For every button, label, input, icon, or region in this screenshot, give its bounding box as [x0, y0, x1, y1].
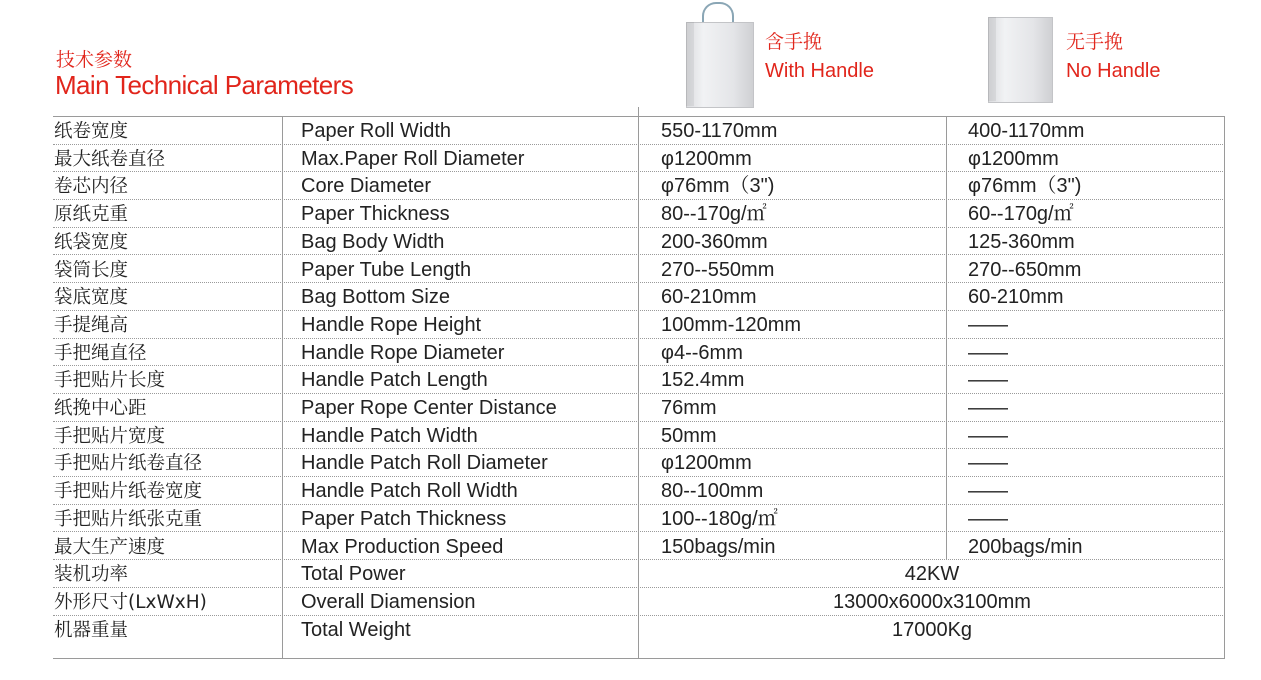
param-name-cn: 原纸克重 [54, 204, 129, 226]
param-name-en: Handle Patch Length [301, 369, 488, 392]
value-with-handle: φ4--6mm [661, 341, 743, 364]
value-no-handle: 60-210mm [968, 286, 1064, 309]
value-with-handle: φ1200mm [661, 147, 752, 170]
param-value: 42KW [904, 563, 960, 586]
table-row [53, 449, 1225, 477]
value-with-handle: 270--550mm [661, 258, 775, 281]
table-row [53, 117, 1225, 145]
value-no-handle: —— [968, 397, 1008, 419]
table-row [53, 172, 1225, 200]
table-row [53, 588, 1225, 616]
param-name-en: Total Power [301, 563, 406, 586]
with-handle-label-cn: 含手挽 [765, 31, 823, 53]
table-row [53, 505, 1225, 533]
param-name-en: Paper Thickness [301, 203, 450, 226]
table-row [53, 533, 1225, 561]
value-with-handle: 80--100mm [661, 480, 764, 503]
param-name-en: Handle Rope Diameter [301, 341, 505, 364]
param-value: 13000x6000x3100mm [833, 590, 1031, 613]
param-name-cn: 纸挽中心距 [54, 398, 147, 419]
heading-cn: 技术参数 [56, 49, 133, 71]
bag-with-handle-image [686, 2, 756, 106]
with-handle-label [765, 28, 874, 86]
value-no-handle: —— [968, 480, 1008, 503]
table-row [53, 311, 1225, 339]
param-name-en: Bag Body Width [301, 230, 445, 253]
param-name-en: Paper Roll Width [301, 120, 452, 142]
value-no-handle: —— [968, 452, 1008, 475]
param-name-en: Paper Rope Center Distance [301, 397, 557, 419]
value-no-handle: —— [968, 507, 1008, 530]
param-name-cn: 最大纸卷直径 [54, 148, 166, 170]
param-name-en: Handle Patch Roll Diameter [301, 452, 548, 475]
param-name-cn: 袋筒长度 [54, 259, 129, 281]
param-name-en: Paper Tube Length [301, 258, 472, 281]
table-row [53, 560, 1225, 588]
param-name-cn: 手把贴片纸张克重 [54, 508, 203, 530]
param-name-cn: 手提绳高 [54, 314, 129, 336]
table-row [53, 394, 1225, 422]
param-name-cn: 手把贴片纸卷直径 [54, 453, 203, 475]
param-name-en: Paper Patch Thickness [301, 507, 507, 530]
value-no-handle: —— [968, 341, 1008, 364]
value-with-handle: 550-1170mm [661, 120, 778, 142]
param-name-cn: 手把贴片纸卷宽度 [54, 481, 203, 503]
table-row [53, 422, 1225, 450]
page-title: Main Technical Parameters [55, 70, 354, 100]
with-handle-label-en: With Handle [765, 60, 874, 82]
param-value: 17000Kg [891, 618, 973, 641]
value-with-handle: 100mm-120mm [661, 313, 802, 336]
value-with-handle: φ1200mm [661, 452, 752, 475]
table-row [53, 256, 1225, 284]
param-name-cn: 外形尺寸(LxWxH) [54, 591, 207, 613]
value-with-handle: 152.4mm [661, 369, 745, 392]
table-row [53, 339, 1225, 367]
param-name-cn: 卷芯内径 [54, 176, 129, 198]
bag-no-handle-image [988, 17, 1054, 103]
param-name-cn: 机器重量 [54, 619, 129, 641]
value-no-handle: 400-1170mm [968, 120, 1085, 142]
table-bottom-rule [53, 658, 1225, 659]
value-no-handle: 270--650mm [968, 258, 1082, 281]
table-row [53, 145, 1225, 173]
no-handle-label-cn: 无手挽 [1066, 31, 1124, 53]
param-name-en: Bag Bottom Size [301, 286, 450, 309]
value-with-handle: 200-360mm [661, 230, 768, 253]
param-name-en: Total Weight [301, 618, 411, 641]
value-no-handle: 125-360mm [968, 230, 1075, 253]
param-name-cn: 装机功率 [54, 564, 129, 586]
bag-handle-icon [702, 2, 734, 24]
value-no-handle: 60--170g/㎡ [968, 203, 1074, 226]
value-no-handle: 200bags/min [968, 535, 1083, 558]
value-with-handle: 100--180g/㎡ [661, 507, 778, 530]
no-handle-label [1066, 28, 1161, 86]
table-row [53, 228, 1225, 256]
value-no-handle: φ1200mm [968, 147, 1059, 170]
param-name-cn: 手把贴片长度 [54, 370, 166, 392]
param-name-en: Handle Rope Height [301, 313, 482, 336]
table-row [53, 616, 1225, 644]
value-with-handle: φ76mm（3") [661, 175, 775, 198]
value-no-handle: —— [968, 369, 1008, 392]
param-name-en: Max Production Speed [301, 535, 504, 558]
param-name-cn: 纸卷宽度 [54, 121, 129, 142]
no-handle-label-en: No Handle [1066, 60, 1161, 82]
value-with-handle: 80--170g/㎡ [661, 203, 767, 226]
value-no-handle: φ76mm（3") [968, 175, 1082, 198]
param-name-en: Handle Patch Width [301, 424, 478, 447]
param-name-cn: 最大生产速度 [54, 536, 166, 558]
value-with-handle: 50mm [661, 424, 717, 447]
table-row [53, 200, 1225, 228]
table-row [53, 283, 1225, 311]
value-with-handle: 76mm [661, 397, 717, 419]
table-row [53, 477, 1225, 505]
param-name-cn: 纸袋宽度 [54, 231, 129, 253]
param-name-en: Overall Diamension [301, 590, 476, 613]
param-name-cn: 手把贴片宽度 [54, 425, 166, 447]
value-with-handle: 150bags/min [661, 535, 776, 558]
param-name-cn: 袋底宽度 [54, 287, 129, 309]
param-name-en: Core Diameter [301, 175, 432, 198]
table-row [53, 366, 1225, 394]
param-name-en: Handle Patch Roll Width [301, 480, 518, 503]
value-no-handle: —— [968, 313, 1008, 336]
param-name-en: Max.Paper Roll Diameter [301, 147, 525, 170]
value-with-handle: 60-210mm [661, 286, 757, 309]
param-name-cn: 手把绳直径 [54, 342, 147, 364]
value-no-handle: —— [968, 424, 1008, 447]
